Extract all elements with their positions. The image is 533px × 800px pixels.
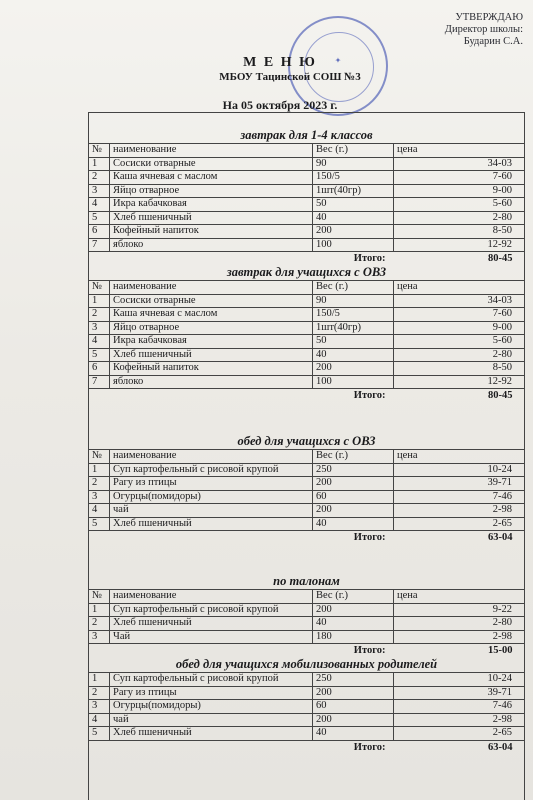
dish-price: 7-60: [394, 171, 525, 185]
header-price: цена: [394, 281, 525, 295]
table-row: [89, 157, 525, 171]
table-row: [89, 630, 525, 644]
dish-price: 7-60: [394, 308, 525, 322]
dish-name: Каша ячневая с маслом: [110, 171, 313, 185]
table-row: [89, 727, 525, 741]
total-value: 15-00: [488, 645, 513, 656]
total-value: 63-04: [488, 532, 513, 543]
row-number: 2: [89, 308, 110, 322]
dish-weight: 250: [313, 463, 394, 477]
dish-weight: 50: [313, 335, 394, 349]
row-number: 1: [89, 603, 110, 617]
dish-price: 2-80: [394, 211, 525, 225]
dish-price: 2-65: [394, 517, 525, 531]
header-num: №: [89, 590, 110, 604]
table-row: [89, 198, 525, 212]
dish-weight: 40: [313, 727, 394, 741]
row-number: 1: [89, 294, 110, 308]
section-title: завтрак для 1-4 классов: [240, 128, 373, 142]
dish-weight: 1шт(40гр): [313, 321, 394, 335]
table-row: [89, 294, 525, 308]
approval-block: [405, 12, 523, 48]
dish-weight: 100: [313, 375, 394, 389]
page-title: М Е Н Ю: [243, 55, 317, 70]
dish-name: Хлеб пшеничный: [110, 727, 313, 741]
dish-name: Рагу из птицы: [110, 477, 313, 491]
menu-section: [88, 264, 525, 403]
dish-name: Суп картофельный с рисовой крупой: [110, 603, 313, 617]
dish-price: 5-60: [394, 335, 525, 349]
dish-name: Кофейный напиток: [110, 362, 313, 376]
dish-weight: 100: [313, 238, 394, 252]
row-number: 6: [89, 225, 110, 239]
menu-table: [88, 449, 525, 545]
total-label: Итого:: [353, 390, 386, 401]
header-num: №: [89, 450, 110, 464]
dish-price: 5-60: [394, 198, 525, 212]
table-row: [89, 700, 525, 714]
dish-name: Яйцо отварное: [110, 184, 313, 198]
header-price: цена: [394, 144, 525, 158]
dish-price: 2-98: [394, 630, 525, 644]
row-number: 5: [89, 348, 110, 362]
table-row: [89, 490, 525, 504]
dish-weight: 200: [313, 477, 394, 491]
dish-price: 10-24: [394, 673, 525, 687]
approve-position: Директор школы:: [444, 24, 523, 35]
dish-price: 39-71: [394, 477, 525, 491]
dish-weight: 90: [313, 157, 394, 171]
row-number: 1: [89, 157, 110, 171]
dish-weight: 180: [313, 630, 394, 644]
row-number: 2: [89, 617, 110, 631]
table-row: [89, 321, 525, 335]
school-name: МБОУ Тацинской СОШ №3: [219, 71, 361, 83]
row-number: 5: [89, 727, 110, 741]
dish-weight: 200: [313, 686, 394, 700]
dish-name: Хлеб пшеничный: [110, 348, 313, 362]
row-number: 4: [89, 504, 110, 518]
dish-weight: 200: [313, 362, 394, 376]
table-row: [89, 362, 525, 376]
total-row: [89, 531, 525, 546]
row-number: 1: [89, 463, 110, 477]
dish-name: Яйцо отварное: [110, 321, 313, 335]
header-num: №: [89, 144, 110, 158]
dish-price: 2-98: [394, 504, 525, 518]
dish-price: 2-65: [394, 727, 525, 741]
header-weight: Вес (г.): [313, 281, 394, 295]
dish-name: Кофейный напиток: [110, 225, 313, 239]
dish-weight: 40: [313, 211, 394, 225]
header-weight: Вес (г.): [313, 144, 394, 158]
total-label: Итого:: [353, 741, 386, 753]
dish-price: 10-24: [394, 463, 525, 477]
row-number: 4: [89, 335, 110, 349]
table-row: [89, 617, 525, 631]
table-row: [89, 225, 525, 239]
dish-price: 2-98: [394, 713, 525, 727]
menu-section: [88, 656, 525, 755]
row-number: 4: [89, 713, 110, 727]
table-row: [89, 211, 525, 225]
table-row: [89, 477, 525, 491]
table-row: [89, 517, 525, 531]
table-row: [89, 335, 525, 349]
row-number: 5: [89, 211, 110, 225]
dish-name: Хлеб пшеничный: [110, 211, 313, 225]
dish-price: 9-22: [394, 603, 525, 617]
dish-weight: 40: [313, 517, 394, 531]
table-row: [89, 171, 525, 185]
dish-weight: 60: [313, 490, 394, 504]
approve-signatory: Бударин С.А.: [463, 36, 523, 47]
row-number: 5: [89, 517, 110, 531]
menu-table: [88, 143, 525, 266]
total-value: 80-45: [488, 390, 513, 401]
dish-weight: 40: [313, 348, 394, 362]
dish-weight: 200: [313, 713, 394, 727]
dish-price: 12-92: [394, 375, 525, 389]
dish-price: 2-80: [394, 617, 525, 631]
total-row: [89, 740, 525, 755]
dish-weight: 40: [313, 617, 394, 631]
dish-weight: 60: [313, 700, 394, 714]
table-row: [89, 308, 525, 322]
row-number: 7: [89, 238, 110, 252]
dish-name: Каша ячневая с маслом: [110, 308, 313, 322]
menu-table: [88, 589, 525, 658]
total-value: 80-45: [488, 253, 513, 264]
dish-name: Сосиски отварные: [110, 157, 313, 171]
table-row: [89, 238, 525, 252]
dish-weight: 90: [313, 294, 394, 308]
table-row: [89, 673, 525, 687]
row-number: 7: [89, 375, 110, 389]
dish-price: 9-00: [394, 184, 525, 198]
table-row: [89, 348, 525, 362]
header-price: цена: [394, 450, 525, 464]
dish-price: 34-03: [394, 294, 525, 308]
dish-weight: 150/5: [313, 171, 394, 185]
section-title: по талонам: [273, 574, 340, 588]
row-number: 1: [89, 673, 110, 687]
table-row: [89, 504, 525, 518]
dish-weight: 150/5: [313, 308, 394, 322]
table-row: [89, 713, 525, 727]
dish-name: чай: [110, 504, 313, 518]
row-number: 3: [89, 700, 110, 714]
row-number: 2: [89, 171, 110, 185]
header-weight: Вес (г.): [313, 590, 394, 604]
dish-name: Икра кабачковая: [110, 198, 313, 212]
table-row: [89, 184, 525, 198]
dish-name: Сосиски отварные: [110, 294, 313, 308]
section-title: завтрак для учащихся с ОВЗ: [226, 265, 387, 279]
total-label: Итого:: [353, 253, 386, 264]
dish-weight: 200: [313, 225, 394, 239]
dish-name: яблоко: [110, 238, 313, 252]
table-header-row: [89, 450, 525, 464]
header-name: наименование: [110, 144, 313, 158]
dish-price: 12-92: [394, 238, 525, 252]
header-price: цена: [394, 590, 525, 604]
header-name: наименование: [110, 590, 313, 604]
row-number: 3: [89, 184, 110, 198]
menu-date: На 05 октября 2023 г.: [222, 98, 338, 112]
dish-weight: 1шт(40гр): [313, 184, 394, 198]
menu-table: [88, 280, 525, 403]
section-title: обед для учащихся с ОВЗ: [237, 434, 376, 448]
dish-price: 8-50: [394, 225, 525, 239]
row-number: 2: [89, 686, 110, 700]
row-number: 4: [89, 198, 110, 212]
total-label: Итого:: [353, 645, 386, 656]
header-name: наименование: [110, 281, 313, 295]
menu-table: [88, 672, 525, 755]
menu-section: [88, 573, 525, 658]
table-row: [89, 375, 525, 389]
header-num: №: [89, 281, 110, 295]
dish-name: Хлеб пшеничный: [110, 517, 313, 531]
menu-section: [88, 127, 525, 266]
row-number: 2: [89, 477, 110, 491]
row-number: 3: [89, 321, 110, 335]
dish-price: 34-03: [394, 157, 525, 171]
total-label: Итого:: [353, 532, 386, 543]
dish-name: чай: [110, 713, 313, 727]
dish-name: Чай: [110, 630, 313, 644]
row-number: 3: [89, 630, 110, 644]
approve-title: УТВЕРЖДАЮ: [455, 12, 523, 23]
menu-section: [88, 433, 525, 545]
seal-emblem: ✦: [334, 56, 342, 65]
dish-weight: 50: [313, 198, 394, 212]
dish-name: Огурцы(помидоры): [110, 490, 313, 504]
total-value: 63-04: [488, 741, 513, 753]
total-row: [89, 389, 525, 404]
table-row: [89, 686, 525, 700]
dish-name: Хлеб пшеничный: [110, 617, 313, 631]
dish-name: Огурцы(помидоры): [110, 700, 313, 714]
row-number: 3: [89, 490, 110, 504]
dish-weight: 250: [313, 673, 394, 687]
dish-price: 2-80: [394, 348, 525, 362]
dish-weight: 200: [313, 603, 394, 617]
table-header-row: [89, 281, 525, 295]
table-header-row: [89, 590, 525, 604]
dish-price: 7-46: [394, 490, 525, 504]
table-row: [89, 603, 525, 617]
header-weight: Вес (г.): [313, 450, 394, 464]
dish-weight: 200: [313, 504, 394, 518]
table-row: [89, 463, 525, 477]
section-title: обед для учащихся мобилизованных родителей: [175, 657, 438, 671]
header-name: наименование: [110, 450, 313, 464]
dish-name: Суп картофельный с рисовой крупой: [110, 673, 313, 687]
dish-name: Рагу из птицы: [110, 686, 313, 700]
row-number: 6: [89, 362, 110, 376]
dish-name: Икра кабачковая: [110, 335, 313, 349]
dish-price: 7-46: [394, 700, 525, 714]
dish-price: 8-50: [394, 362, 525, 376]
dish-name: яблоко: [110, 375, 313, 389]
dish-price: 39-71: [394, 686, 525, 700]
dish-price: 9-00: [394, 321, 525, 335]
dish-name: Суп картофельный с рисовой крупой: [110, 463, 313, 477]
table-header-row: [89, 144, 525, 158]
